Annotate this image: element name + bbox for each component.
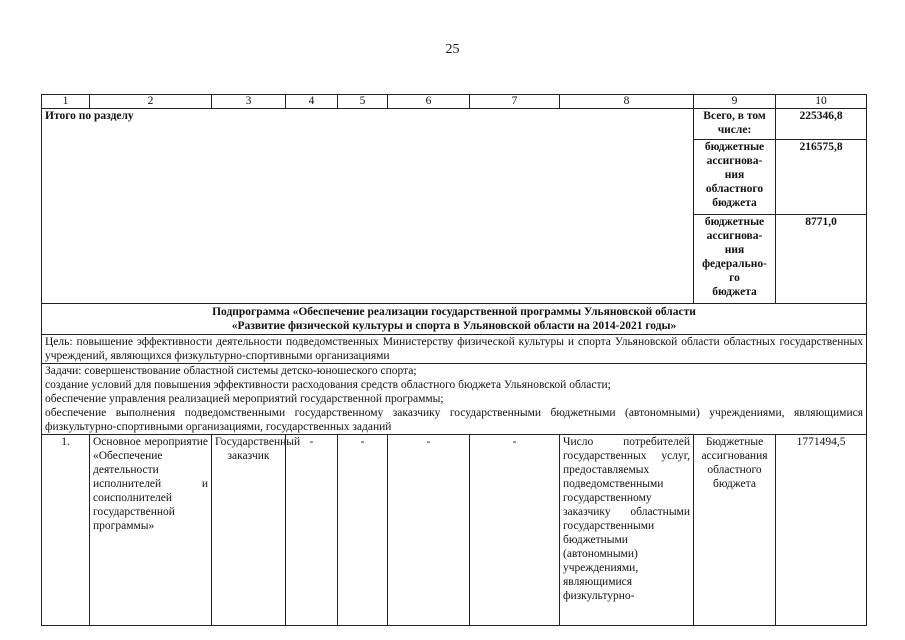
column-header: 3 bbox=[212, 95, 286, 109]
activity-col5: - bbox=[338, 435, 388, 626]
total-amount-federal: 8771,0 bbox=[776, 215, 867, 304]
section-total-row bbox=[42, 109, 867, 140]
activity-col4: - bbox=[286, 435, 338, 626]
column-header: 4 bbox=[286, 95, 338, 109]
column-header: 5 bbox=[338, 95, 388, 109]
column-header: 2 bbox=[90, 95, 212, 109]
column-header: 10 bbox=[776, 95, 867, 109]
goal-text: Цель: повышение эффективности деятельности подведомственных Министерству физической культуры и спорта Ульяновской области областных государственных учреждений, являющихся физкультурно-спортивными организациями bbox=[42, 335, 867, 364]
column-header: 8 bbox=[560, 95, 694, 109]
task-line: обеспечение выполнения подведомственными государственному заказчику государственными бюджетными (автономными) учреждениями, являющимися физкультурно-спортивными организациями, государственных заданий bbox=[45, 407, 863, 433]
total-amount-regional: 216575,8 bbox=[776, 140, 867, 215]
task-line: Задачи: совершенствование областной системы детско-юношеского спорта; bbox=[45, 365, 417, 377]
task-line: обеспечение управления реализацией мероприятий государственной программы; bbox=[45, 393, 444, 405]
tasks-block bbox=[42, 364, 867, 435]
activity-indicator: Число потребителей государственных услуг, предоставляемых подведомственными государственному заказчику областными государственными бюджетными (автономными) учреждениями, являющимися физкультурно- bbox=[560, 435, 694, 626]
activity-col6: - bbox=[388, 435, 470, 626]
task-line: создание условий для повышения эффективности расходования средств областного бюджета Ульяновской области; bbox=[45, 379, 611, 391]
activity-name: Основное мероприятие «Обеспечение деятельности исполнителей и соисполнителей государственной программы» bbox=[90, 435, 212, 626]
subprogram-title: Подпрограмма «Обеспечение реализации государственной программы Ульяновской области «Развитие физической культуры и спорта в Ульяновской области на 2014-2021 годы» bbox=[42, 304, 867, 335]
activity-funding-source: Бюджетные ассигнования областного бюджета bbox=[694, 435, 776, 626]
subprogram-title-row bbox=[42, 304, 867, 335]
total-source-federal: бюджетные ассигнова- ния федерально- го бюджета bbox=[694, 215, 776, 304]
column-header: 7 bbox=[470, 95, 560, 109]
page-number: 25 bbox=[445, 42, 460, 57]
budget-table bbox=[41, 94, 867, 626]
section-total-label: Итого по разделу bbox=[42, 109, 694, 304]
activity-col7: - bbox=[470, 435, 560, 626]
tasks-row bbox=[42, 364, 867, 435]
total-amount-all: 225346,8 bbox=[776, 109, 867, 140]
activity-row bbox=[42, 435, 867, 626]
column-header: 9 bbox=[694, 95, 776, 109]
column-header: 6 bbox=[388, 95, 470, 109]
column-header: 1 bbox=[42, 95, 90, 109]
activity-executor: Государственный заказчик bbox=[212, 435, 286, 626]
activity-number: 1. bbox=[42, 435, 90, 626]
goal-row bbox=[42, 335, 867, 364]
activity-amount: 1771494,5 bbox=[776, 435, 867, 626]
total-source-regional: бюджетные ассигнова- ния областного бюджета bbox=[694, 140, 776, 215]
total-source-all: Всего, в том числе: bbox=[694, 109, 776, 140]
column-number-row bbox=[42, 95, 867, 109]
